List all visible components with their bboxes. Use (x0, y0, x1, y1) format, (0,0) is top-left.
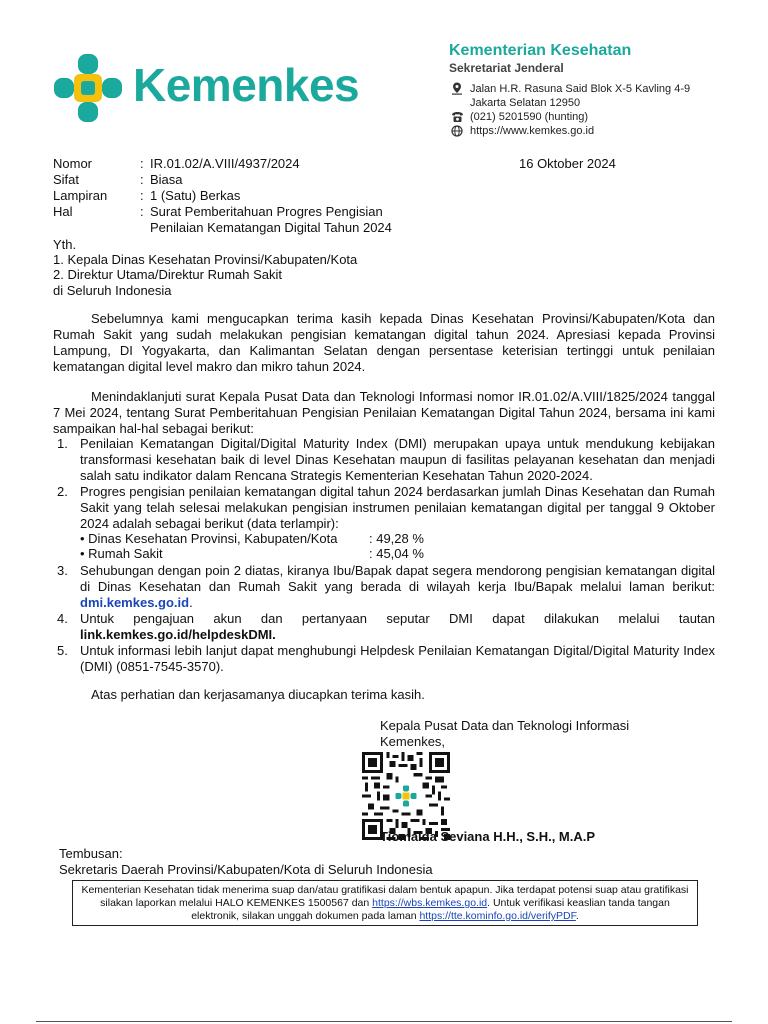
recipient-line-2: 2. Direktur Utama/Direktur Rumah Sakit (53, 267, 283, 282)
recipient-line-1: 1. Kepala Dinas Kesehatan Provinsi/Kabupaten/Kota (53, 252, 358, 267)
bullet-2-value: : 45,04 % (369, 546, 424, 561)
nomor-colon: : (140, 156, 144, 171)
tte-verify-link[interactable]: https://tte.kominfo.go.id/verifyPDF (419, 910, 576, 922)
hal-value-line1: Surat Pemberitahuan Progres Pengisian (150, 204, 383, 219)
item-3-text: Sehubungan dengan poin 2 diatas, kiranya Ibu/Bapak dapat segera mendorong pengisian kematangan digital di Dinas Kesehatan dan Rumah Sakit yang berada di wilayah kerja Ibu/Bapak melalui laman berikut: dmi.kemkes.go.id. (80, 563, 715, 610)
phone-row (450, 110, 588, 124)
address-line-2: Jakarta Selatan 12950 (470, 97, 581, 109)
anti-bribery-notice: Kementerian Kesehatan tidak menerima suap dan/atau gratifikasi dalam bentuk apapun. Jika terdapat potensi suap atau gratifikasi silakan laporkan melalui HALO KEMENKES 1500567 dan https://wbs.kemkes.go.id. Untuk verifikasi keaslian tanda tangan elektronik, silakan unggah dokumen pada laman https://tte.kominfo.go.id/verifyPDF. (72, 880, 698, 926)
address-block (450, 82, 690, 110)
item-5-number: 5. (57, 643, 68, 658)
sifat-colon: : (140, 172, 144, 187)
lampiran-colon: : (140, 188, 144, 203)
item-4-text: Untuk pengajuan akun dan pertanyaan seputar DMI dapat dilakukan melalui tautan (80, 611, 715, 626)
dmi-link[interactable]: dmi.kemkes.go.id (80, 595, 190, 610)
nomor-label: Nomor (53, 156, 93, 171)
item-2-number: 2. (57, 484, 68, 499)
letter-date: 16 Oktober 2024 (519, 156, 616, 171)
qr-code-icon (362, 752, 450, 840)
sifat-value: Biasa (150, 172, 183, 187)
sifat-label: Sifat (53, 172, 80, 187)
wbs-link[interactable]: https://wbs.kemkes.go.id (372, 897, 488, 909)
helpdesk-link[interactable]: link.kemkes.go.id/helpdeskDMI. (80, 627, 276, 642)
phone-icon (450, 110, 464, 123)
paragraph-1: Sebelumnya kami mengucapkan terima kasih kepada Dinas Kesehatan Provinsi/Kabupaten/Kota dan Rumah Sakit yang sudah melakukan pengisian kematangan digital tahun 2024. Apresiasi kepada Provinsi Lampung, DI Yogyakarta, dan Kalimantan Selatan dengan persentase keterisian tertinggi untuk penilaian kematangan digital level makro dan mikro tahun 2024. (53, 311, 715, 374)
address-line-1: Jalan H.R. Rasuna Said Blok X-5 Kavling 4-9 (470, 83, 691, 95)
ministry-name: Kementerian Kesehatan (449, 42, 632, 59)
phone-number: (021) 5201590 (hunting) (470, 111, 589, 123)
item-2-text: Progres pengisian penilaian kematangan digital tahun 2024 berdasarkan jumlah Dinas Kesehatan dan Rumah Sakit yang telah selesai melakukan pengisian instrumen penilaian kematangan digital per tanggal 9 Oktober 2024 adalah sebagai berikut (data terlampir): (80, 484, 715, 531)
lampiran-label: Lampiran (53, 188, 108, 203)
website-row (450, 124, 594, 138)
closing-text: Atas perhatian dan kerjasamanya diucapkan terima kasih. (91, 687, 425, 702)
item-3-number: 3. (57, 563, 68, 578)
cc-line-1: Sekretaris Daerah Provinsi/Kabupaten/Kota di Seluruh Indonesia (59, 862, 433, 877)
hal-colon: : (140, 204, 144, 219)
recipient-line-3: di Seluruh Indonesia (53, 283, 172, 298)
logo-wordmark: Kemenkes (133, 59, 360, 111)
signer-title-line2: Kemenkes, (380, 734, 446, 749)
item-4-number: 4. (57, 611, 68, 626)
lampiran-value: 1 (Satu) Berkas (150, 188, 241, 203)
kemenkes-logo-icon (52, 52, 124, 124)
page-bottom-divider (36, 1021, 732, 1022)
item-1-number: 1. (57, 436, 68, 451)
nomor-value: IR.01.02/A.VIII/4937/2024 (150, 156, 300, 171)
signer-title-line1: Kepala Pusat Data dan Teknologi Informasi (380, 718, 630, 733)
website-link[interactable]: https://www.kemkes.go.id (470, 125, 595, 137)
globe-icon (450, 124, 464, 137)
hal-label: Hal (53, 204, 73, 219)
bullet-1-value: : 49,28 % (369, 531, 424, 546)
secretariat-name: Sekretariat Jenderal (449, 61, 564, 75)
bullet-2-label: • Rumah Sakit (80, 546, 163, 561)
cc-label: Tembusan: (59, 846, 123, 861)
paragraph-2: Menindaklanjuti surat Kepala Pusat Data dan Teknologi Informasi nomor IR.01.02/A.VIII/1825/2024 tanggal 7 Mei 2024, tentang Surat Pemberitahuan Pengisian Penilaian Kematangan Digital Tahun 2024, bersama ini kami sampaikan hal-hal sebagai berikut: (53, 389, 715, 436)
signer-name: Tiomaida Seviana H.H., S.H., M.A.P (380, 829, 596, 844)
yth: Yth. (53, 237, 77, 252)
item-5-text: Untuk informasi lebih lanjut dapat menghubungi Helpdesk Penilaian Kematangan Digital/Digital Maturity Index (DMI) (0851-7545-3570). (80, 643, 715, 674)
item-1-text: Penilaian Kematangan Digital/Digital Maturity Index (DMI) merupakan upaya untuk mendukung kebijakan transformasi kesehatan baik di level Dinas Kesehatan maupun di fasilitas pelayanan kesehatan dan menjadi salah satu indikator dalam Rencana Strategis Kementerian Kesehatan Tahun 2020-2024. (80, 436, 715, 483)
bullet-1-label: • Dinas Kesehatan Provinsi, Kabupaten/Kota (80, 531, 338, 546)
location-icon (450, 82, 464, 95)
hal-value-line2: Penilaian Kematangan Digital Tahun 2024 (150, 220, 392, 235)
